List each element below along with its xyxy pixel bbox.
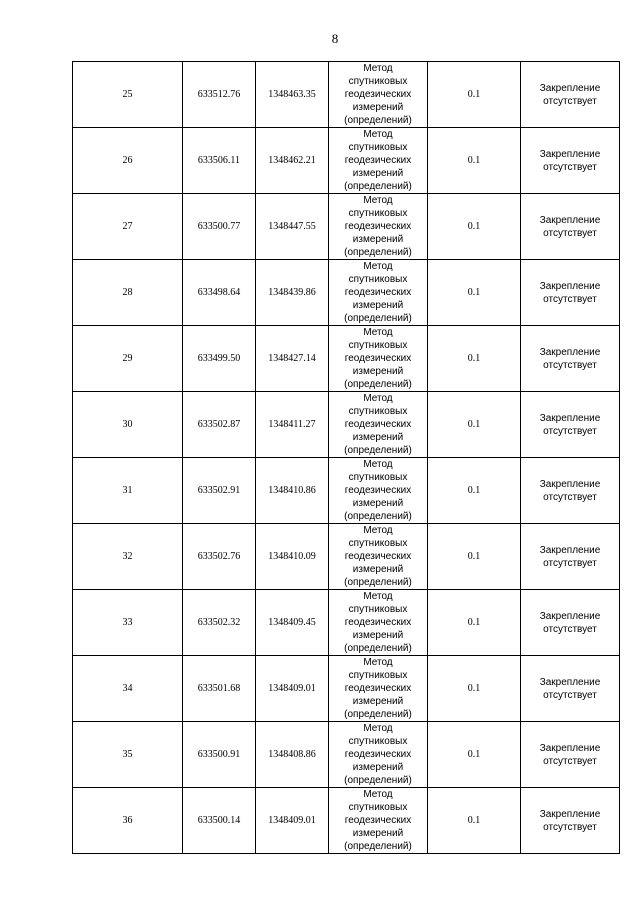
fixation-cell — [521, 128, 620, 194]
method-text-line: (определений) — [344, 181, 412, 192]
method-text-line: спутниковых — [348, 736, 408, 747]
table-row — [73, 128, 620, 194]
accuracy-value: 0.1 — [467, 683, 481, 694]
method-cell — [329, 788, 428, 854]
method-cell — [329, 62, 428, 128]
table-row — [73, 458, 620, 524]
accuracy-value: 0.1 — [467, 89, 481, 100]
y-coordinate: 1348439.86 — [268, 287, 316, 298]
method-text-line: измерений — [352, 366, 404, 377]
method-text-line: измерений — [352, 234, 404, 245]
table-row — [73, 656, 620, 722]
method-text-line: Метод — [363, 63, 393, 74]
accuracy-value: 0.1 — [467, 221, 481, 232]
method-text-line: Метод — [363, 591, 393, 602]
method-text-line: Метод — [363, 327, 393, 338]
method-text-line: спутниковых — [348, 76, 408, 87]
y-coordinate-cell — [256, 524, 329, 590]
point-number: 25 — [122, 89, 133, 100]
method-text-line: Метод — [363, 393, 393, 404]
point-number: 36 — [122, 815, 133, 826]
method-text-line: измерений — [352, 630, 404, 641]
fixation-text-line: Закрепление — [539, 808, 601, 820]
fixation-text-line: отсутствует — [543, 689, 597, 701]
fixation-text-line: отсутствует — [543, 161, 597, 173]
method-text-line: спутниковых — [348, 142, 408, 153]
fixation-text-line: Закрепление — [539, 610, 601, 622]
y-coordinate: 1348463.35 — [268, 89, 316, 100]
accuracy-cell — [428, 590, 521, 656]
fixation-cell — [521, 194, 620, 260]
point-number: 32 — [122, 551, 133, 562]
x-coordinate-cell — [183, 524, 256, 590]
method-cell — [329, 260, 428, 326]
method-text-line: измерений — [352, 828, 404, 839]
method-cell — [329, 392, 428, 458]
y-coordinate: 1348409.45 — [268, 617, 316, 628]
y-coordinate: 1348408.86 — [268, 749, 316, 760]
fixation-cell — [521, 722, 620, 788]
fixation-cell — [521, 458, 620, 524]
method-text-line: геодезических — [344, 485, 412, 496]
accuracy-value: 0.1 — [467, 749, 481, 760]
y-coordinate-cell — [256, 590, 329, 656]
fixation-text-line: отсутствует — [543, 425, 597, 437]
y-coordinate: 1348411.27 — [268, 419, 316, 430]
point-number: 30 — [122, 419, 133, 430]
fixation-cell — [521, 392, 620, 458]
accuracy-value: 0.1 — [467, 419, 481, 430]
table-row — [73, 788, 620, 854]
accuracy-cell — [428, 260, 521, 326]
y-coordinate: 1348409.01 — [268, 683, 316, 694]
fixation-text-line: отсутствует — [543, 623, 597, 635]
fixation-text-line: Закрепление — [539, 412, 601, 424]
fixation-text-line: Закрепление — [539, 82, 601, 94]
method-text-line: Метод — [363, 789, 393, 800]
x-coordinate: 633498.64 — [197, 287, 241, 298]
point-number-cell — [73, 788, 183, 854]
method-text-line: измерений — [352, 168, 404, 179]
method-text-line: спутниковых — [348, 802, 408, 813]
method-text-line: (определений) — [344, 643, 412, 654]
coordinates-table-body — [73, 62, 620, 854]
y-coordinate: 1348410.86 — [268, 485, 316, 496]
fixation-text-line: отсутствует — [543, 557, 597, 569]
method-text-line: геодезических — [344, 89, 412, 100]
page-number: 8 — [331, 31, 339, 46]
accuracy-cell — [428, 722, 521, 788]
accuracy-cell — [428, 128, 521, 194]
method-text-line: спутниковых — [348, 274, 408, 285]
accuracy-cell — [428, 656, 521, 722]
accuracy-cell — [428, 62, 521, 128]
accuracy-cell — [428, 326, 521, 392]
y-coordinate-cell — [256, 722, 329, 788]
point-number: 34 — [122, 683, 133, 694]
fixation-cell — [521, 788, 620, 854]
method-text-line: спутниковых — [348, 604, 408, 615]
table-row — [73, 326, 620, 392]
fixation-cell — [521, 656, 620, 722]
x-coordinate-cell — [183, 326, 256, 392]
point-number-cell — [73, 656, 183, 722]
fixation-text-line: Закрепление — [539, 346, 601, 358]
method-text-line: (определений) — [344, 247, 412, 258]
method-cell — [329, 656, 428, 722]
method-text-line: Метод — [363, 195, 393, 206]
x-coordinate-cell — [183, 458, 256, 524]
point-number: 29 — [122, 353, 133, 364]
fixation-text-line: отсутствует — [543, 227, 597, 239]
method-text-line: (определений) — [344, 511, 412, 522]
accuracy-value: 0.1 — [467, 353, 481, 364]
fixation-text-line: Закрепление — [539, 478, 601, 490]
x-coordinate-cell — [183, 62, 256, 128]
method-text-line: измерений — [352, 300, 404, 311]
x-coordinate: 633512.76 — [197, 89, 241, 100]
point-number: 31 — [122, 485, 133, 496]
table-row — [73, 524, 620, 590]
fixation-text-line: отсутствует — [543, 755, 597, 767]
method-text-line: (определений) — [344, 313, 412, 324]
fixation-text-line: отсутствует — [543, 491, 597, 503]
fixation-cell — [521, 260, 620, 326]
method-text-line: (определений) — [344, 709, 412, 720]
point-number-cell — [73, 590, 183, 656]
y-coordinate-cell — [256, 260, 329, 326]
table-row — [73, 392, 620, 458]
accuracy-cell — [428, 194, 521, 260]
accuracy-cell — [428, 524, 521, 590]
table-row — [73, 194, 620, 260]
y-coordinate-cell — [256, 458, 329, 524]
point-number: 28 — [122, 287, 133, 298]
y-coordinate-cell — [256, 392, 329, 458]
method-text-line: геодезических — [344, 353, 412, 364]
method-text-line: геодезических — [344, 749, 412, 760]
point-number-cell — [73, 524, 183, 590]
fixation-text-line: Закрепление — [539, 148, 601, 160]
point-number-cell — [73, 722, 183, 788]
fixation-cell — [521, 62, 620, 128]
method-text-line: Метод — [363, 261, 393, 272]
x-coordinate-cell — [183, 392, 256, 458]
x-coordinate: 633502.76 — [197, 551, 241, 562]
method-cell — [329, 722, 428, 788]
method-text-line: спутниковых — [348, 340, 408, 351]
x-coordinate-cell — [183, 590, 256, 656]
accuracy-value: 0.1 — [467, 815, 481, 826]
method-text-line: измерений — [352, 102, 404, 113]
method-text-line: (определений) — [344, 577, 412, 588]
method-text-line: геодезических — [344, 155, 412, 166]
y-coordinate-cell — [256, 62, 329, 128]
accuracy-value: 0.1 — [467, 617, 481, 628]
y-coordinate-cell — [256, 656, 329, 722]
fixation-text-line: отсутствует — [543, 95, 597, 107]
fixation-text-line: Закрепление — [539, 280, 601, 292]
x-coordinate-cell — [183, 656, 256, 722]
y-coordinate-cell — [256, 194, 329, 260]
y-coordinate: 1348462.21 — [268, 155, 316, 166]
point-number-cell — [73, 128, 183, 194]
method-text-line: (определений) — [344, 445, 412, 456]
fixation-text-line: отсутствует — [543, 821, 597, 833]
method-text-line: геодезических — [344, 683, 412, 694]
y-coordinate: 1348410.09 — [268, 551, 316, 562]
method-cell — [329, 458, 428, 524]
y-coordinate: 1348409.01 — [268, 815, 316, 826]
point-number-cell — [73, 458, 183, 524]
accuracy-value: 0.1 — [467, 551, 481, 562]
method-cell — [329, 128, 428, 194]
y-coordinate-cell — [256, 128, 329, 194]
x-coordinate: 633502.32 — [197, 617, 241, 628]
x-coordinate: 633499.50 — [197, 353, 241, 364]
x-coordinate: 633502.87 — [197, 419, 241, 430]
method-cell — [329, 590, 428, 656]
method-text-line: спутниковых — [348, 208, 408, 219]
method-text-line: Метод — [363, 129, 393, 140]
method-text-line: геодезических — [344, 287, 412, 298]
method-text-line: Метод — [363, 657, 393, 668]
method-text-line: спутниковых — [348, 538, 408, 549]
x-coordinate: 633500.91 — [197, 749, 241, 760]
method-text-line: измерений — [352, 498, 404, 509]
method-cell — [329, 194, 428, 260]
method-text-line: Метод — [363, 723, 393, 734]
point-number: 33 — [122, 617, 133, 628]
table-row — [73, 590, 620, 656]
x-coordinate: 633502.91 — [197, 485, 241, 496]
method-text-line: измерений — [352, 696, 404, 707]
fixation-cell — [521, 326, 620, 392]
fixation-text-line: Закрепление — [539, 676, 601, 688]
x-coordinate-cell — [183, 260, 256, 326]
point-number-cell — [73, 392, 183, 458]
fixation-cell — [521, 590, 620, 656]
point-number: 35 — [122, 749, 133, 760]
coordinates-table — [72, 61, 620, 854]
point-number-cell — [73, 326, 183, 392]
accuracy-cell — [428, 458, 521, 524]
method-text-line: (определений) — [344, 115, 412, 126]
method-text-line: геодезических — [344, 221, 412, 232]
point-number: 26 — [122, 155, 133, 166]
point-number: 27 — [122, 221, 133, 232]
method-text-line: измерений — [352, 762, 404, 773]
method-text-line: геодезических — [344, 815, 412, 826]
y-coordinate: 1348447.55 — [268, 221, 316, 232]
x-coordinate: 633506.11 — [197, 155, 241, 166]
method-text-line: геодезических — [344, 617, 412, 628]
x-coordinate: 633500.77 — [197, 221, 241, 232]
method-text-line: (определений) — [344, 841, 412, 852]
y-coordinate: 1348427.14 — [268, 353, 316, 364]
table-row — [73, 62, 620, 128]
x-coordinate: 633500.14 — [197, 815, 241, 826]
method-text-line: геодезических — [344, 551, 412, 562]
method-text-line: Метод — [363, 459, 393, 470]
method-text-line: спутниковых — [348, 472, 408, 483]
point-number-cell — [73, 260, 183, 326]
x-coordinate-cell — [183, 128, 256, 194]
accuracy-cell — [428, 788, 521, 854]
method-text-line: Метод — [363, 525, 393, 536]
accuracy-cell — [428, 392, 521, 458]
y-coordinate-cell — [256, 326, 329, 392]
method-text-line: (определений) — [344, 775, 412, 786]
fixation-text-line: отсутствует — [543, 293, 597, 305]
method-text-line: измерений — [352, 564, 404, 575]
table-row — [73, 722, 620, 788]
method-cell — [329, 524, 428, 590]
fixation-text-line: отсутствует — [543, 359, 597, 371]
point-number-cell — [73, 194, 183, 260]
x-coordinate-cell — [183, 194, 256, 260]
x-coordinate-cell — [183, 722, 256, 788]
fixation-text-line: Закрепление — [539, 742, 601, 754]
fixation-text-line: Закрепление — [539, 544, 601, 556]
fixation-cell — [521, 524, 620, 590]
method-text-line: спутниковых — [348, 406, 408, 417]
accuracy-value: 0.1 — [467, 287, 481, 298]
table-row — [73, 260, 620, 326]
method-cell — [329, 326, 428, 392]
method-text-line: измерений — [352, 432, 404, 443]
method-text-line: (определений) — [344, 379, 412, 390]
fixation-text-line: Закрепление — [539, 214, 601, 226]
y-coordinate-cell — [256, 788, 329, 854]
method-text-line: спутниковых — [348, 670, 408, 681]
method-text-line: геодезических — [344, 419, 412, 430]
x-coordinate: 633501.68 — [197, 683, 241, 694]
accuracy-value: 0.1 — [467, 155, 481, 166]
x-coordinate-cell — [183, 788, 256, 854]
accuracy-value: 0.1 — [467, 485, 481, 496]
point-number-cell — [73, 62, 183, 128]
